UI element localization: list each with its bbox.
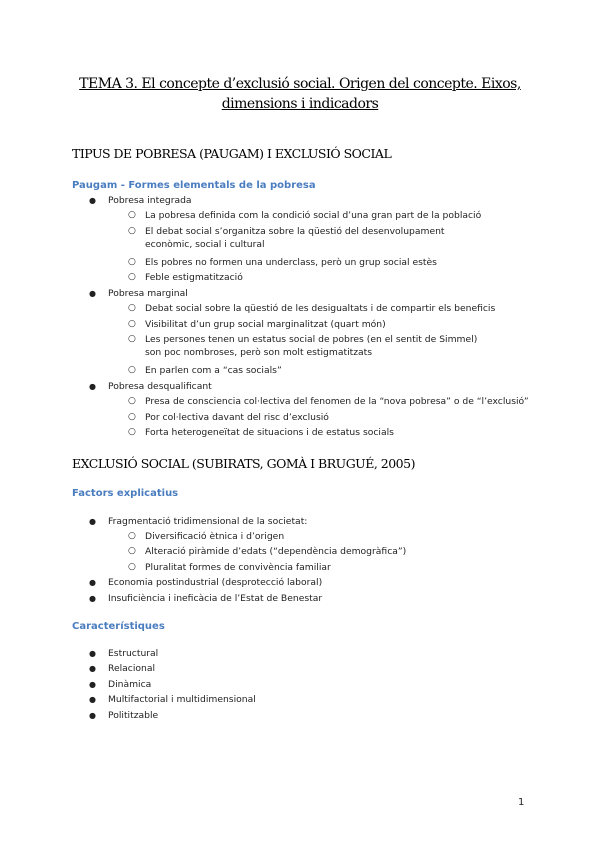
bullet-icon: ● (89, 664, 96, 673)
section-heading-poverty-types: TIPUS DE POBRESA (PAUGAM) I EXCLUSIÓ SOCIAL (72, 146, 392, 161)
sub-bullet-icon: ○ (128, 334, 136, 344)
sub-bullet-icon: ○ (128, 319, 136, 329)
list-item: Estructural (108, 648, 159, 659)
sub-list-item: Diversificació ètnica i d’origen (145, 531, 285, 542)
subheading-factors: Factors explicatius (72, 488, 179, 499)
list-item: Pobresa marginal (108, 288, 188, 299)
sub-bullet-icon: ○ (128, 257, 136, 267)
sub-bullet-icon: ○ (128, 412, 136, 422)
document-title (60, 74, 540, 114)
section-heading-social-exclusion: EXCLUSIÓ SOCIAL (SUBIRATS, GOMÀ I BRUGUÉ, 2005) (72, 456, 415, 471)
list-item: Fragmentació tridimensional de la societat: (108, 516, 308, 527)
bullet-icon: ● (89, 382, 96, 391)
sub-list-item: Alteració piràmide d’edats (“dependència demogràfica”) (145, 546, 407, 557)
sub-list-item: Els pobres no formen una underclass, però un grup social estès (145, 257, 437, 268)
sub-list-item: Visibilitat d’un grup social marginalitzat (quart món) (145, 319, 386, 330)
bullet-icon: ● (89, 649, 96, 658)
bullet-icon: ● (89, 594, 96, 603)
sub-bullet-icon: ○ (128, 303, 136, 313)
bullet-icon: ● (89, 680, 96, 689)
bullet-icon: ● (89, 517, 96, 526)
sub-list-item: Pluralitat formes de convivència familiar (145, 562, 331, 573)
sub-bullet-icon: ○ (128, 396, 136, 406)
bullet-icon: ● (89, 289, 96, 298)
page-number: 1 (518, 797, 525, 808)
list-item: Dinàmica (108, 679, 152, 690)
sub-bullet-icon: ○ (128, 272, 136, 282)
bullet-icon: ● (89, 578, 96, 587)
list-item: Insuficiència i ineficàcia de l’Estat de Benestar (108, 593, 323, 604)
sub-list-item: Forta heterogeneïtat de situacions i de estatus socials (145, 427, 394, 438)
sub-bullet-icon: ○ (128, 427, 136, 437)
title-line-1: TEMA 3. El concepte d’exclusió social. Origen del concepte. Eixos, (79, 76, 521, 92)
sub-bullet-icon: ○ (128, 531, 136, 541)
subheading-characteristics: Característiques (72, 621, 165, 632)
bullet-icon: ● (89, 711, 96, 720)
list-item: Pobresa desqualificant (108, 381, 212, 392)
list-item: Economia postindustrial (desprotecció laboral) (108, 577, 323, 588)
sub-list-item: Les persones tenen un estatus social de pobres (en el sentit de Simmel) son poc nombroses, però son molt estigmatitzats (145, 334, 478, 358)
bullet-icon: ● (89, 196, 96, 205)
sub-bullet-icon: ○ (128, 210, 136, 220)
list-item: Polititzable (108, 710, 159, 721)
sub-bullet-icon: ○ (128, 562, 136, 572)
sub-bullet-icon: ○ (128, 226, 136, 236)
sub-list-item: Debat social sobre la qüestió de les desigualtats i de compartir els beneficis (145, 303, 496, 314)
sub-list-item: Por col·lectiva davant del risc d’exclusió (145, 412, 329, 423)
sub-bullet-icon: ○ (128, 365, 136, 375)
sub-list-item: La pobresa definida com la condició social d’una gran part de la població (145, 210, 482, 221)
title-line-2: dimensions i indicadors (221, 96, 379, 112)
sub-list-item: Presa de consciencia col·lectiva del fenomen de la “nova pobresa” o de “l’exclusió” (145, 396, 529, 407)
list-item: Multifactorial i multidimensional (108, 694, 256, 705)
subheading-paugam: Paugam - Formes elementals de la pobresa (72, 180, 316, 191)
sub-list-item: En parlen com a “cas socials” (145, 365, 282, 376)
sub-list-item: Feble estigmatització (145, 272, 243, 283)
sub-bullet-icon: ○ (128, 546, 136, 556)
sub-list-item: El debat social s’organitza sobre la qüestió del desenvolupament econòmic, social i cultural (145, 226, 445, 250)
list-item: Pobresa integrada (108, 195, 192, 206)
list-item: Relacional (108, 663, 156, 674)
bullet-icon: ● (89, 695, 96, 704)
